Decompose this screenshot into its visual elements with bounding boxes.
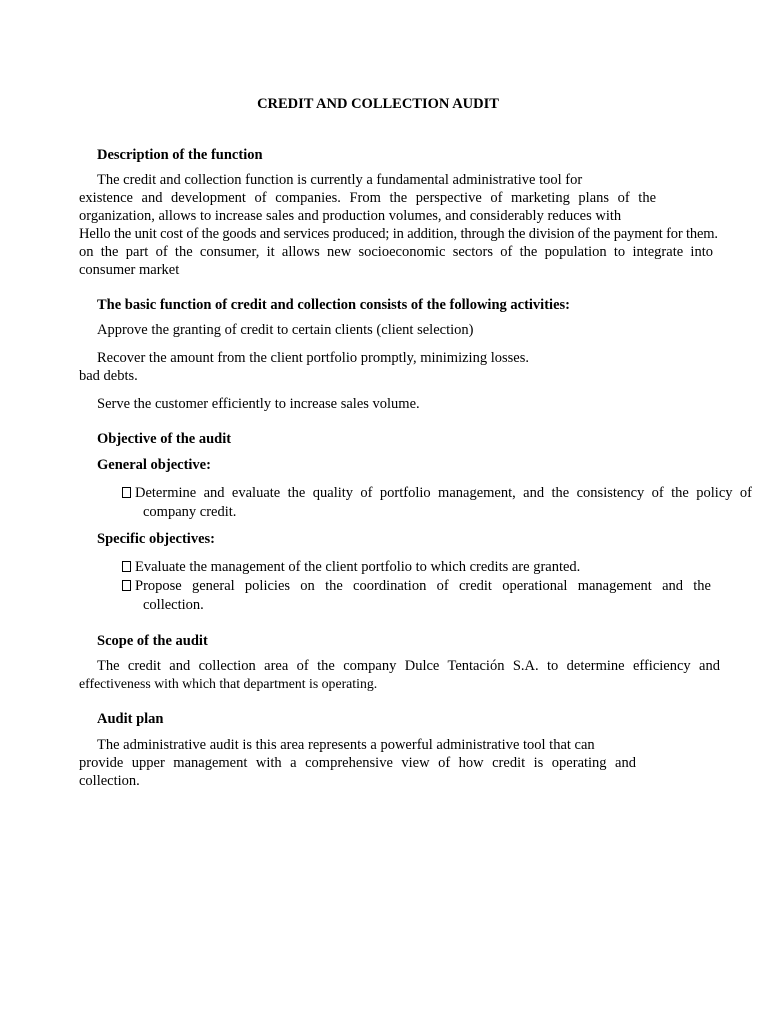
specific-objective-item-1	[122, 558, 580, 576]
specific-objective-2-line-1: Propose general policies on the coordination of credit operational management and the	[135, 578, 711, 594]
specific-objectives-heading: Specific objectives:	[97, 531, 215, 547]
description-line-1: The credit and collection function is currently a fundamental administrative tool for	[97, 172, 583, 188]
specific-objective-2-line-2: collection.	[143, 597, 204, 613]
description-line-2: existence and development of companies. From the perspective of marketing plans of the	[79, 190, 656, 206]
scope-line-1: The credit and collection area of the company Dulce Tentación S.A. to determine efficiency and	[97, 658, 720, 674]
audit-plan-line-3: collection.	[79, 773, 140, 789]
basic-function-heading: The basic function of credit and collection consists of the following activities:	[97, 297, 570, 313]
objective-heading: Objective of the audit	[97, 431, 232, 447]
description-heading: Description of the function	[97, 147, 263, 163]
general-objective-heading: General objective:	[97, 457, 211, 473]
general-objective-line-1: Determine and evaluate the quality of portfolio management, and the consistency of the policy of	[135, 485, 752, 501]
activity-1: Approve the granting of credit to certain clients (client selection)	[97, 322, 474, 338]
description-line-3: organization, allows to increase sales and production volumes, and considerably reduces with	[79, 208, 622, 224]
document-title: CREDIT AND COLLECTION AUDIT	[257, 96, 499, 112]
checkbox-bullet-icon	[122, 561, 131, 572]
audit-plan-line-1: The administrative audit is this area represents a powerful administrative tool that can	[97, 737, 595, 753]
audit-plan-line-2: provide upper management with a comprehensive view of how credit is operating and	[79, 755, 636, 771]
scope-line-2: effectiveness with which that department is operating.	[79, 676, 378, 691]
specific-objective-1-text: Evaluate the management of the client portfolio to which credits are granted.	[135, 559, 581, 575]
checkbox-bullet-icon	[122, 580, 131, 591]
activity-2-line-1: Recover the amount from the client portfolio promptly, minimizing losses.	[97, 350, 529, 366]
general-objective-line-2: company credit.	[143, 504, 237, 520]
general-objective-item	[122, 484, 752, 502]
checkbox-bullet-icon	[122, 487, 131, 498]
specific-objective-item-2	[122, 577, 711, 595]
description-line-5: on the part of the consumer, it allows new socioeconomic sectors of the population to integrate into	[79, 244, 713, 260]
activity-3: Serve the customer efficiently to increase sales volume.	[97, 396, 420, 412]
description-line-6: consumer market	[79, 262, 180, 278]
audit-plan-heading: Audit plan	[97, 711, 164, 727]
scope-heading: Scope of the audit	[97, 633, 208, 649]
description-line-4: Hello the unit cost of the goods and services produced; in addition, through the division of the payment for them.	[79, 226, 718, 242]
activity-2-line-2: bad debts.	[79, 368, 138, 384]
